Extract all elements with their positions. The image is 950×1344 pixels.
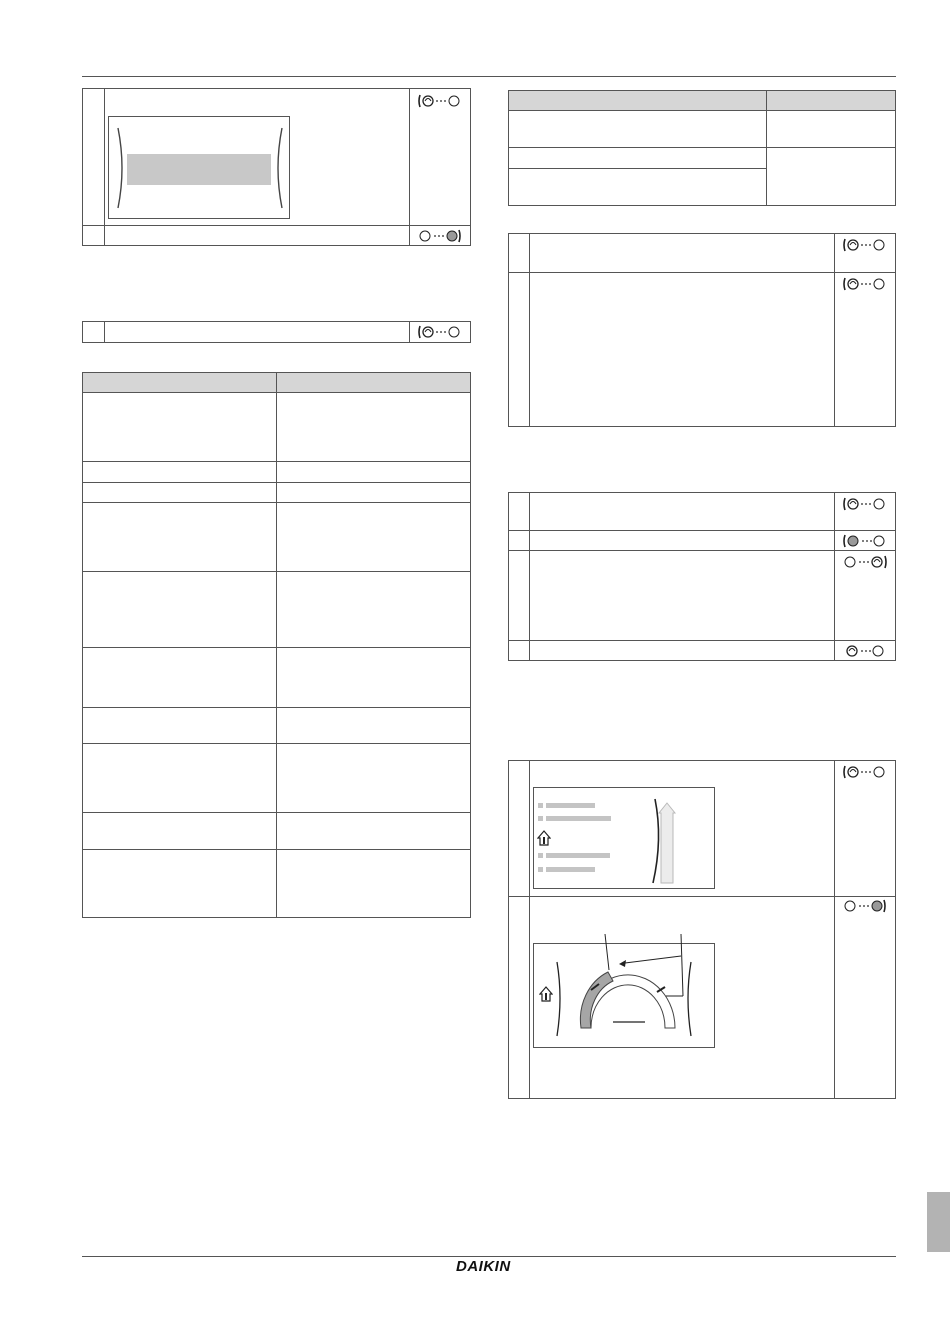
right-table-row-3-col-1: [508, 168, 767, 206]
right-table-header-col-2: [766, 90, 896, 111]
right-step-b-row-1: [508, 492, 896, 531]
left-table-row-4-col-1: [82, 502, 277, 572]
right-table-row-2-3-col-2-merged: [766, 147, 896, 206]
right-step-a-icon-divider: [834, 233, 835, 427]
left-table-row-1-col-2: [276, 392, 471, 462]
dial-turn-icon: [843, 237, 887, 253]
step-row-2-icon-divider: [409, 225, 410, 246]
left-table-row-9-col-1: [82, 812, 277, 850]
right-step-b-row-3: [508, 550, 896, 641]
left-table-row-5-col-2: [276, 571, 471, 648]
step-row-1-icon-divider: [409, 88, 410, 226]
left-table-row-3-col-1: [82, 482, 277, 503]
home-icon: [539, 986, 553, 1002]
right-step-b-row-2: [508, 530, 896, 551]
dial-turn-icon: [843, 496, 887, 512]
dial-press-icon: [843, 899, 887, 913]
side-thumb-tab: [927, 1192, 950, 1252]
left-table-row-4-col-2: [276, 502, 471, 572]
lcd-menu-illustration: [533, 787, 715, 889]
step-row-3-icon-divider: [409, 321, 410, 343]
left-table-row-7-col-1: [82, 707, 277, 744]
right-step-a-row-1: [508, 233, 896, 273]
left-table-row-3-col-2: [276, 482, 471, 503]
dial-turn-icon: [418, 93, 462, 109]
left-table-row-2-col-1: [82, 461, 277, 483]
right-table-header-col-1: [508, 90, 767, 111]
left-table-row-2-col-2: [276, 461, 471, 483]
right-step-a-row-2: [508, 272, 896, 427]
step-row-2-number-divider: [104, 225, 105, 246]
dial-turn-right-icon: [843, 554, 889, 570]
right-step-c-number-divider: [529, 760, 530, 1099]
left-table-row-6-col-2: [276, 647, 471, 708]
left-table-row-7-col-2: [276, 707, 471, 744]
left-table-row-10-col-2: [276, 849, 471, 918]
daikin-logo: DAIKIN: [456, 1258, 511, 1275]
left-table-row-5-col-1: [82, 571, 277, 648]
dial-turn-icon: [418, 324, 462, 340]
right-step-b-number-divider: [529, 492, 530, 661]
right-step-b-row-4: [508, 640, 896, 661]
right-table-row-1-col-1: [508, 110, 767, 148]
left-table-row-1-col-1: [82, 392, 277, 462]
footer-rule: [82, 1256, 896, 1257]
right-table-row-2-col-1: [508, 147, 767, 169]
dial-turn-icon: [843, 764, 887, 780]
right-step-c-icon-divider: [834, 760, 835, 1099]
top-rule: [82, 76, 896, 77]
lcd-dial-illustration: [533, 930, 715, 1048]
left-table-row-10-col-1: [82, 849, 277, 918]
lcd-left-bracket-icon: [114, 126, 128, 210]
right-step-b-icon-divider: [834, 492, 835, 661]
right-step-a-number-divider: [529, 233, 530, 427]
left-table-row-9-col-2: [276, 812, 471, 850]
dial-turn-icon: [846, 644, 886, 658]
home-icon: [537, 830, 551, 846]
step-row-1-number-divider: [104, 88, 105, 226]
step-row-2: [82, 225, 471, 246]
dial-press-icon: [418, 229, 462, 243]
step-row-3-number-divider: [104, 321, 105, 343]
step-row-3: [82, 321, 471, 343]
left-table-row-8-col-2: [276, 743, 471, 813]
left-table-row-6-col-1: [82, 647, 277, 708]
left-table-row-8-col-1: [82, 743, 277, 813]
left-table-header-col-1: [82, 372, 277, 393]
lcd-right-bracket-icon: [272, 126, 286, 210]
left-table-header-col-2: [276, 372, 471, 393]
right-table-row-1-col-2: [766, 110, 896, 148]
lcd-highlight-bar: [127, 154, 271, 185]
dial-press-icon: [843, 534, 887, 548]
dial-turn-icon: [843, 276, 887, 292]
